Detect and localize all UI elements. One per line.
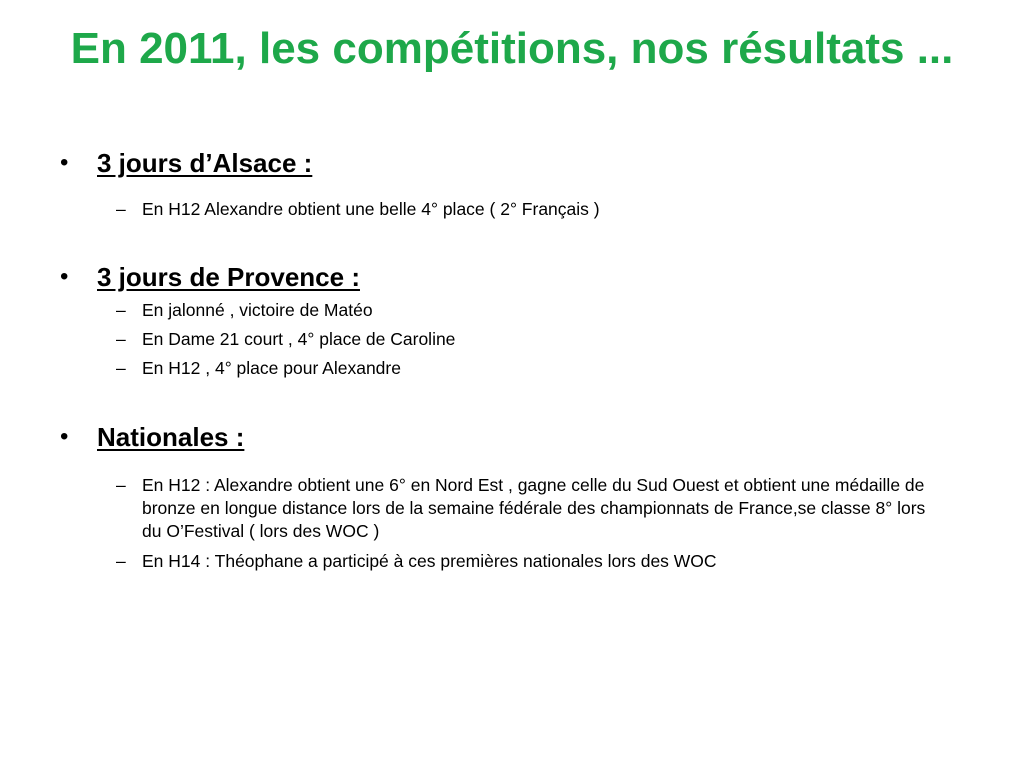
section-heading: 3 jours de Provence : [97, 262, 360, 292]
dash-icon: – [116, 199, 126, 219]
section-alsace [60, 148, 960, 221]
bullet-icon: • [60, 149, 69, 176]
slide-title: En 2011, les compétitions, nos résultats ... [70, 24, 954, 73]
dash-icon: – [116, 358, 126, 378]
sub-list [60, 299, 960, 380]
list-item-text: En H12 , 4° place pour Alexandre [142, 358, 401, 378]
sub-list [60, 474, 960, 573]
list-item [60, 550, 932, 573]
section-provence [60, 262, 960, 380]
bullet-icon: • [60, 423, 69, 450]
list-item-text: En H14 : Théophane a participé à ces premières nationales lors des WOC [142, 551, 717, 571]
dash-icon: – [116, 300, 126, 320]
dash-icon: – [116, 475, 126, 495]
list-item-text: En H12 : Alexandre obtient une 6° en Nord Est , gagne celle du Sud Ouest et obtient une médaille de bronze en longue distance lors de la semaine fédérale des championnats de France,se classe 8° lors du O’Festival ( lors des WOC ) [142, 475, 926, 541]
dash-icon: – [116, 551, 126, 571]
list-item-text: En jalonné , victoire de Matéo [142, 300, 373, 320]
section-nationales [60, 422, 960, 573]
dash-icon: – [116, 329, 126, 349]
list-item-text: En H12 Alexandre obtient une belle 4° place ( 2° Français ) [142, 199, 600, 219]
list-item-text: En Dame 21 court , 4° place de Caroline [142, 329, 456, 349]
sub-list [60, 198, 960, 221]
section-heading: Nationales : [97, 422, 245, 452]
list-item [60, 299, 932, 322]
bullet-icon: • [60, 263, 69, 290]
section-heading: 3 jours d’Alsace : [97, 148, 313, 178]
list-item [60, 328, 932, 351]
list-item [60, 357, 932, 380]
list-item [60, 198, 932, 221]
list-item [60, 474, 932, 543]
